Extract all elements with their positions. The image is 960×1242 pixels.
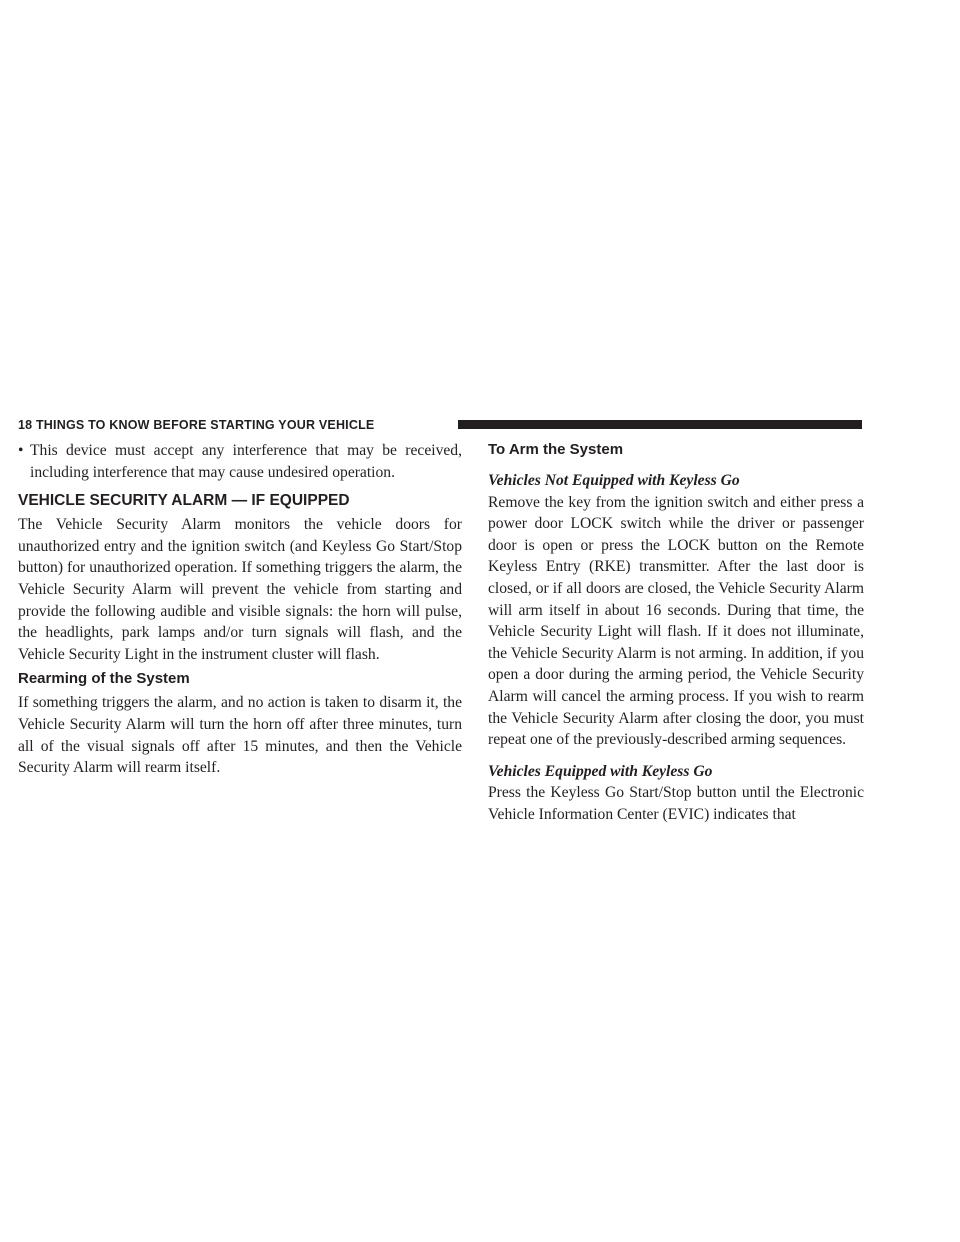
heading-vehicle-security-alarm: VEHICLE SECURITY ALARM — IF EQUIPPED [18, 492, 350, 510]
bullet-dot-icon: • [18, 442, 24, 459]
right-column [488, 440, 864, 826]
bullet-text: This device must accept any interference that may be received, including interference that may cause undesired operation. [30, 442, 462, 481]
bullet-item [18, 440, 462, 483]
page-header [18, 417, 862, 433]
left-column [18, 440, 462, 779]
paragraph-rearming: If something triggers the alarm, and no action is taken to disarm it, the Vehicle Security Alarm will turn the horn off after three minutes, turn all of the visual signals off after 15 minutes, and then the Vehicle Security Alarm will rearm itself. [18, 694, 462, 777]
paragraph-not-equipped: Remove the key from the ignition switch and either press a power door LOCK switch while the driver or passenger door is open or press the LOCK button on the Remote Keyless Entry (RKE) transmitter. After the last door is closed, or if all doors are closed, the Vehicle Security Alarm will arm itself in about 16 seconds. During that time, the Vehicle Security Light will flash. If it does not illuminate, the Vehicle Security Alarm is not arming. In addition, if you open a door during the arming period, the Vehicle Security Alarm will cancel the arming process. If you wish to rearm the Vehicle Security Alarm after closing the door, you must repeat one of the previously-described arming sequences. [488, 493, 864, 749]
header-rule [458, 420, 862, 429]
heading-to-arm: To Arm the System [488, 441, 624, 458]
heading-rearming: Rearming of the System [18, 670, 190, 688]
page-header-label: 18 THINGS TO KNOW BEFORE STARTING YOUR VEHICLE [18, 417, 378, 433]
paragraph-equipped: Press the Keyless Go Start/Stop button until the Electronic Vehicle Information Center (EVIC) indicates that [488, 784, 864, 823]
paragraph-vehicle-security-alarm: The Vehicle Security Alarm monitors the vehicle doors for unauthorized entry and the ignition switch (and Keyless Go Start/Stop button) for unauthorized operation. If something triggers the alarm, the Vehicle Security Alarm will prevent the vehicle from starting and provide the following audible and visible signals: the horn will pulse, the headlights, park lamps and/or turn signals will flash, and the Vehicle Security Light in the instrument cluster will flash. [18, 516, 462, 663]
subheading-equipped: Vehicles Equipped with Keyless Go [488, 762, 713, 780]
subheading-not-equipped: Vehicles Not Equipped with Keyless Go [488, 472, 740, 489]
